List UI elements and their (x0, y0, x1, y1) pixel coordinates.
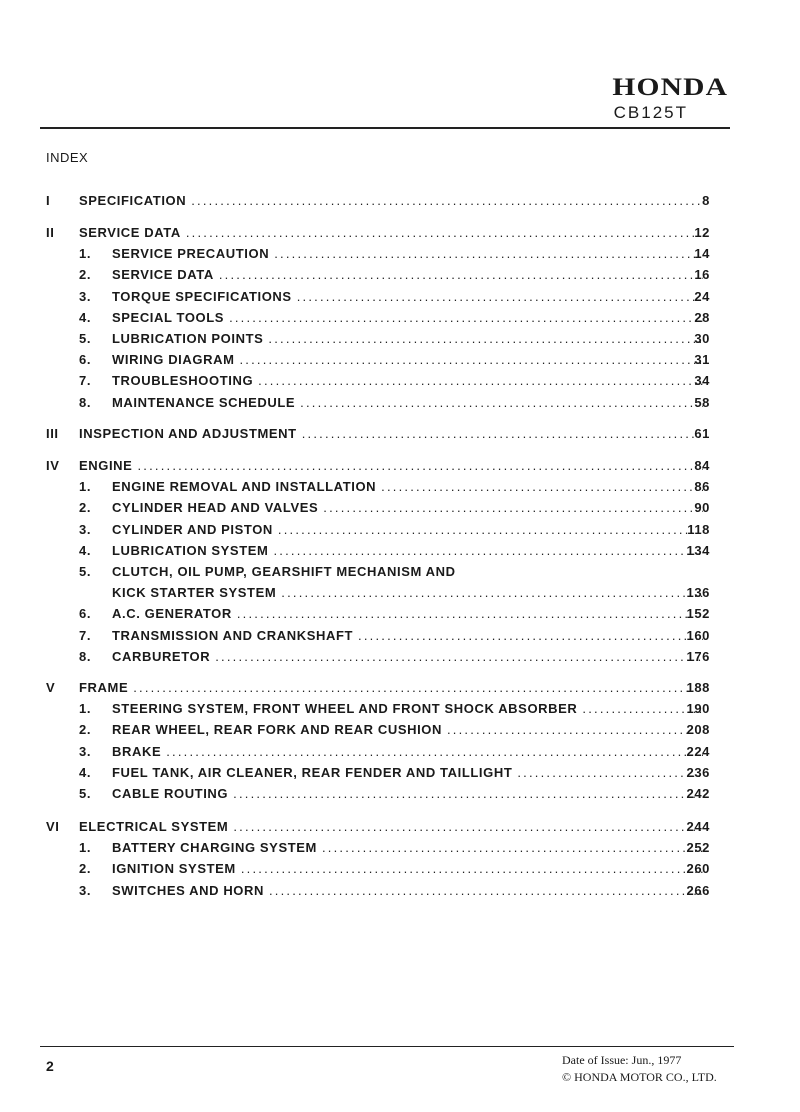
dot-leader (240, 351, 704, 369)
toc-entry-title: TORQUE SPECIFICATIONS (112, 288, 292, 304)
toc-item (0, 743, 800, 761)
toc-item (0, 839, 800, 857)
dot-leader (268, 330, 703, 348)
toc-title-line (112, 266, 708, 284)
dot-leader (323, 499, 703, 517)
toc-item (0, 309, 800, 327)
toc-entry-title: LUBRICATION POINTS (112, 331, 264, 346)
toc-title-line (79, 818, 708, 836)
toc-item (0, 394, 800, 412)
toc-item (0, 785, 800, 803)
section-roman-numeral: II (46, 225, 55, 240)
toc-entry-title: CARBURETOR (112, 648, 211, 664)
dot-leader (137, 457, 703, 475)
toc-section-heading (0, 425, 800, 443)
toc-section-heading (0, 679, 800, 697)
item-number: 2. (79, 861, 92, 877)
toc-item (0, 288, 800, 306)
toc-entry-title: CYLINDER HEAD AND VALVES (112, 500, 319, 516)
toc-entry-title: SERVICE PRECAUTION (112, 246, 270, 262)
dot-leader (215, 648, 703, 666)
dot-leader (517, 764, 703, 782)
toc-page-number: 86 (694, 479, 710, 495)
dot-leader (322, 839, 703, 857)
toc-page-number: 244 (686, 819, 710, 834)
toc-entry-title: WIRING DIAGRAM (112, 352, 235, 368)
toc-title-line (112, 882, 708, 900)
toc-entry-title: MAINTENANCE SCHEDULE (112, 394, 296, 410)
toc-page-number: 61 (694, 426, 710, 441)
section-roman-numeral: VI (46, 819, 60, 834)
toc-title-line (112, 372, 708, 390)
dot-leader (166, 743, 703, 761)
toc-page-number: 28 (694, 309, 710, 325)
toc-page-number: 152 (686, 606, 710, 622)
toc-section-heading (0, 192, 800, 210)
toc-entry-title: LUBRICATION SYSTEM (112, 542, 269, 558)
dot-leader (191, 192, 703, 210)
toc-title-line (112, 288, 708, 306)
index-title: INDEX (46, 150, 89, 165)
toc-page-number: 16 (694, 267, 710, 283)
toc-item (0, 351, 800, 369)
item-number: 3. (79, 288, 92, 304)
dot-leader (269, 882, 703, 900)
toc-title-line (112, 584, 708, 602)
section-roman-numeral: IV (46, 458, 60, 473)
toc-item (0, 764, 800, 782)
toc-title-line (112, 478, 708, 496)
toc-title-line (112, 542, 708, 560)
toc-page-number: 260 (686, 861, 710, 877)
toc-page-number: 12 (694, 225, 710, 240)
toc-entry-title: TROUBLESHOOTING (112, 373, 254, 389)
toc-title-line (112, 648, 708, 666)
toc-entry-title: A.C. GENERATOR (112, 606, 232, 622)
item-number: 1. (79, 701, 92, 717)
toc-page-number: 252 (686, 840, 710, 856)
toc-item (0, 245, 800, 263)
dot-leader (133, 679, 703, 697)
toc-item (0, 478, 800, 496)
toc-page-number: 30 (694, 331, 710, 346)
toc-section-heading (0, 818, 800, 836)
toc-title-line (112, 721, 708, 739)
dot-leader (358, 627, 703, 645)
toc-page-number: 58 (694, 394, 710, 410)
toc-page-number: 14 (694, 246, 710, 262)
item-number: 3. (79, 743, 92, 759)
toc-entry-title: CLUTCH, OIL PUMP, GEARSHIFT MECHANISM AND (112, 564, 456, 579)
section-roman-numeral: I (46, 193, 51, 208)
toc-entry-title: TRANSMISSION AND CRANKSHAFT (112, 627, 354, 643)
item-number: 5. (79, 331, 92, 346)
toc-title-line (79, 224, 708, 242)
item-number: 6. (79, 606, 92, 622)
dot-leader (582, 700, 703, 718)
toc-entry-title: FUEL TANK, AIR CLEANER, REAR FENDER AND TAILLIGHT (112, 764, 513, 780)
toc-item (0, 372, 800, 390)
toc-page-number: 236 (686, 764, 710, 780)
dot-leader (233, 785, 703, 803)
toc-entry-title: SWITCHES AND HORN (112, 882, 264, 898)
toc-item (0, 605, 800, 623)
toc-title-line (112, 521, 708, 539)
toc-title-line (112, 764, 708, 782)
toc-section-heading (0, 224, 800, 242)
toc-title-line (79, 457, 708, 475)
item-number: 7. (79, 373, 92, 389)
toc-entry-title: ELECTRICAL SYSTEM (79, 819, 229, 834)
toc-title-line (79, 679, 708, 697)
toc-title-line (112, 499, 708, 517)
item-number: 1. (79, 479, 92, 495)
dot-leader (273, 542, 703, 560)
toc-title-line (79, 192, 708, 210)
item-number: 3. (79, 521, 92, 537)
item-number: 4. (79, 309, 92, 325)
item-number: 2. (79, 722, 92, 738)
toc-item (0, 521, 800, 539)
dot-leader (229, 309, 703, 327)
toc-entry-title: CABLE ROUTING (112, 786, 229, 801)
toc-title-line (112, 785, 708, 803)
toc-item (0, 700, 800, 718)
dot-leader (237, 605, 703, 623)
item-number: 1. (79, 840, 92, 856)
item-number: 4. (79, 764, 92, 780)
dot-leader (233, 818, 703, 836)
header-divider (40, 127, 730, 129)
brand-logo: HONDA (612, 74, 728, 101)
toc-item (0, 542, 800, 560)
dot-leader (381, 478, 703, 496)
toc-entry-title: BRAKE (112, 743, 162, 759)
model-name: CB125T (613, 103, 688, 122)
toc-item (0, 882, 800, 900)
section-roman-numeral: III (46, 426, 59, 441)
toc-entry-title: BATTERY CHARGING SYSTEM (112, 840, 317, 856)
toc-title-line (112, 627, 708, 645)
toc-page-number: 84 (694, 458, 710, 473)
toc-title-line (112, 245, 708, 263)
dot-leader (274, 245, 703, 263)
toc-page-number: 90 (694, 500, 710, 516)
dot-leader (219, 266, 703, 284)
toc-entry-title: STEERING SYSTEM, FRONT WHEEL AND FRONT SHOCK ABSORBER (112, 701, 578, 717)
toc-item (0, 563, 800, 581)
dot-leader (300, 394, 703, 412)
toc-page-number: 242 (686, 786, 710, 801)
dot-leader (278, 521, 703, 539)
item-number: 5. (79, 786, 92, 801)
toc-title-line (112, 309, 708, 327)
toc-section-heading (0, 457, 800, 475)
footer-info (562, 1052, 717, 1086)
toc-entry-title: KICK STARTER SYSTEM (112, 585, 277, 601)
toc-item (0, 499, 800, 517)
toc-title-line (112, 563, 708, 581)
toc-page-number: 208 (686, 722, 710, 738)
toc-title-line (112, 700, 708, 718)
item-number: 8. (79, 648, 92, 664)
item-number: 3. (79, 882, 92, 898)
toc-item (0, 648, 800, 666)
toc-entry-title: ENGINE REMOVAL AND INSTALLATION (112, 479, 377, 495)
toc-entry-title: SERVICE DATA (79, 225, 181, 240)
dot-leader (258, 372, 703, 390)
toc-page-number: 118 (687, 521, 710, 537)
toc-entry-title: CYLINDER AND PISTON (112, 521, 273, 537)
toc-entry-title: SPECIAL TOOLS (112, 309, 225, 325)
dot-leader (302, 425, 703, 443)
toc-page-number: 190 (686, 701, 710, 717)
toc-page-number: 160 (686, 627, 710, 643)
toc-title-line (112, 860, 708, 878)
toc-page-number: 176 (686, 648, 710, 664)
item-number: 8. (79, 394, 92, 410)
toc-page-number: 134 (686, 542, 710, 558)
toc-entry-title: FRAME (79, 680, 129, 695)
toc-page-number: 8 (702, 193, 710, 208)
dot-leader (281, 584, 703, 602)
item-number: 2. (79, 267, 92, 283)
toc-title-line (112, 394, 708, 412)
section-roman-numeral: V (46, 680, 56, 695)
toc-page-number: 34 (694, 373, 710, 389)
dot-leader (447, 721, 703, 739)
page-number: 2 (46, 1058, 54, 1074)
toc-page-number: 24 (694, 288, 710, 304)
toc-item (0, 721, 800, 739)
item-number: 6. (79, 352, 92, 368)
toc-entry-title: SPECIFICATION (79, 193, 187, 208)
toc-entry-title: REAR WHEEL, REAR FORK AND REAR CUSHION (112, 722, 442, 738)
toc-page-number: 266 (686, 882, 710, 898)
item-number: 4. (79, 542, 92, 558)
dot-leader (297, 288, 703, 306)
item-number: 5. (79, 564, 92, 579)
toc-page-number: 188 (686, 680, 710, 695)
toc-title-line (112, 351, 708, 369)
item-number: 2. (79, 500, 92, 516)
footer-divider (40, 1046, 734, 1047)
toc-item (0, 266, 800, 284)
toc-entry-title: ENGINE (79, 458, 133, 473)
toc-item (0, 330, 800, 348)
dot-leader (186, 224, 703, 242)
issue-date: Date of Issue: Jun., 1977 (562, 1053, 682, 1067)
dot-leader (241, 860, 703, 878)
toc-title-line (79, 425, 708, 443)
toc-entry-title: SERVICE DATA (112, 267, 214, 283)
item-number: 7. (79, 627, 92, 643)
toc-entry-title: IGNITION SYSTEM (112, 861, 236, 877)
toc-title-line (112, 839, 708, 857)
toc-item-continuation (0, 584, 800, 602)
toc-page-number: 224 (686, 743, 710, 759)
toc-page-number: 136 (686, 585, 710, 601)
toc-page-number: 31 (694, 352, 710, 368)
toc-title-line (112, 743, 708, 761)
item-number: 1. (79, 246, 92, 262)
toc-item (0, 860, 800, 878)
toc-title-line (112, 605, 708, 623)
toc-title-line (112, 330, 708, 348)
toc-entry-title: INSPECTION AND ADJUSTMENT (79, 426, 297, 441)
toc-item (0, 627, 800, 645)
copyright-notice: © HONDA MOTOR CO., LTD. (562, 1070, 717, 1084)
